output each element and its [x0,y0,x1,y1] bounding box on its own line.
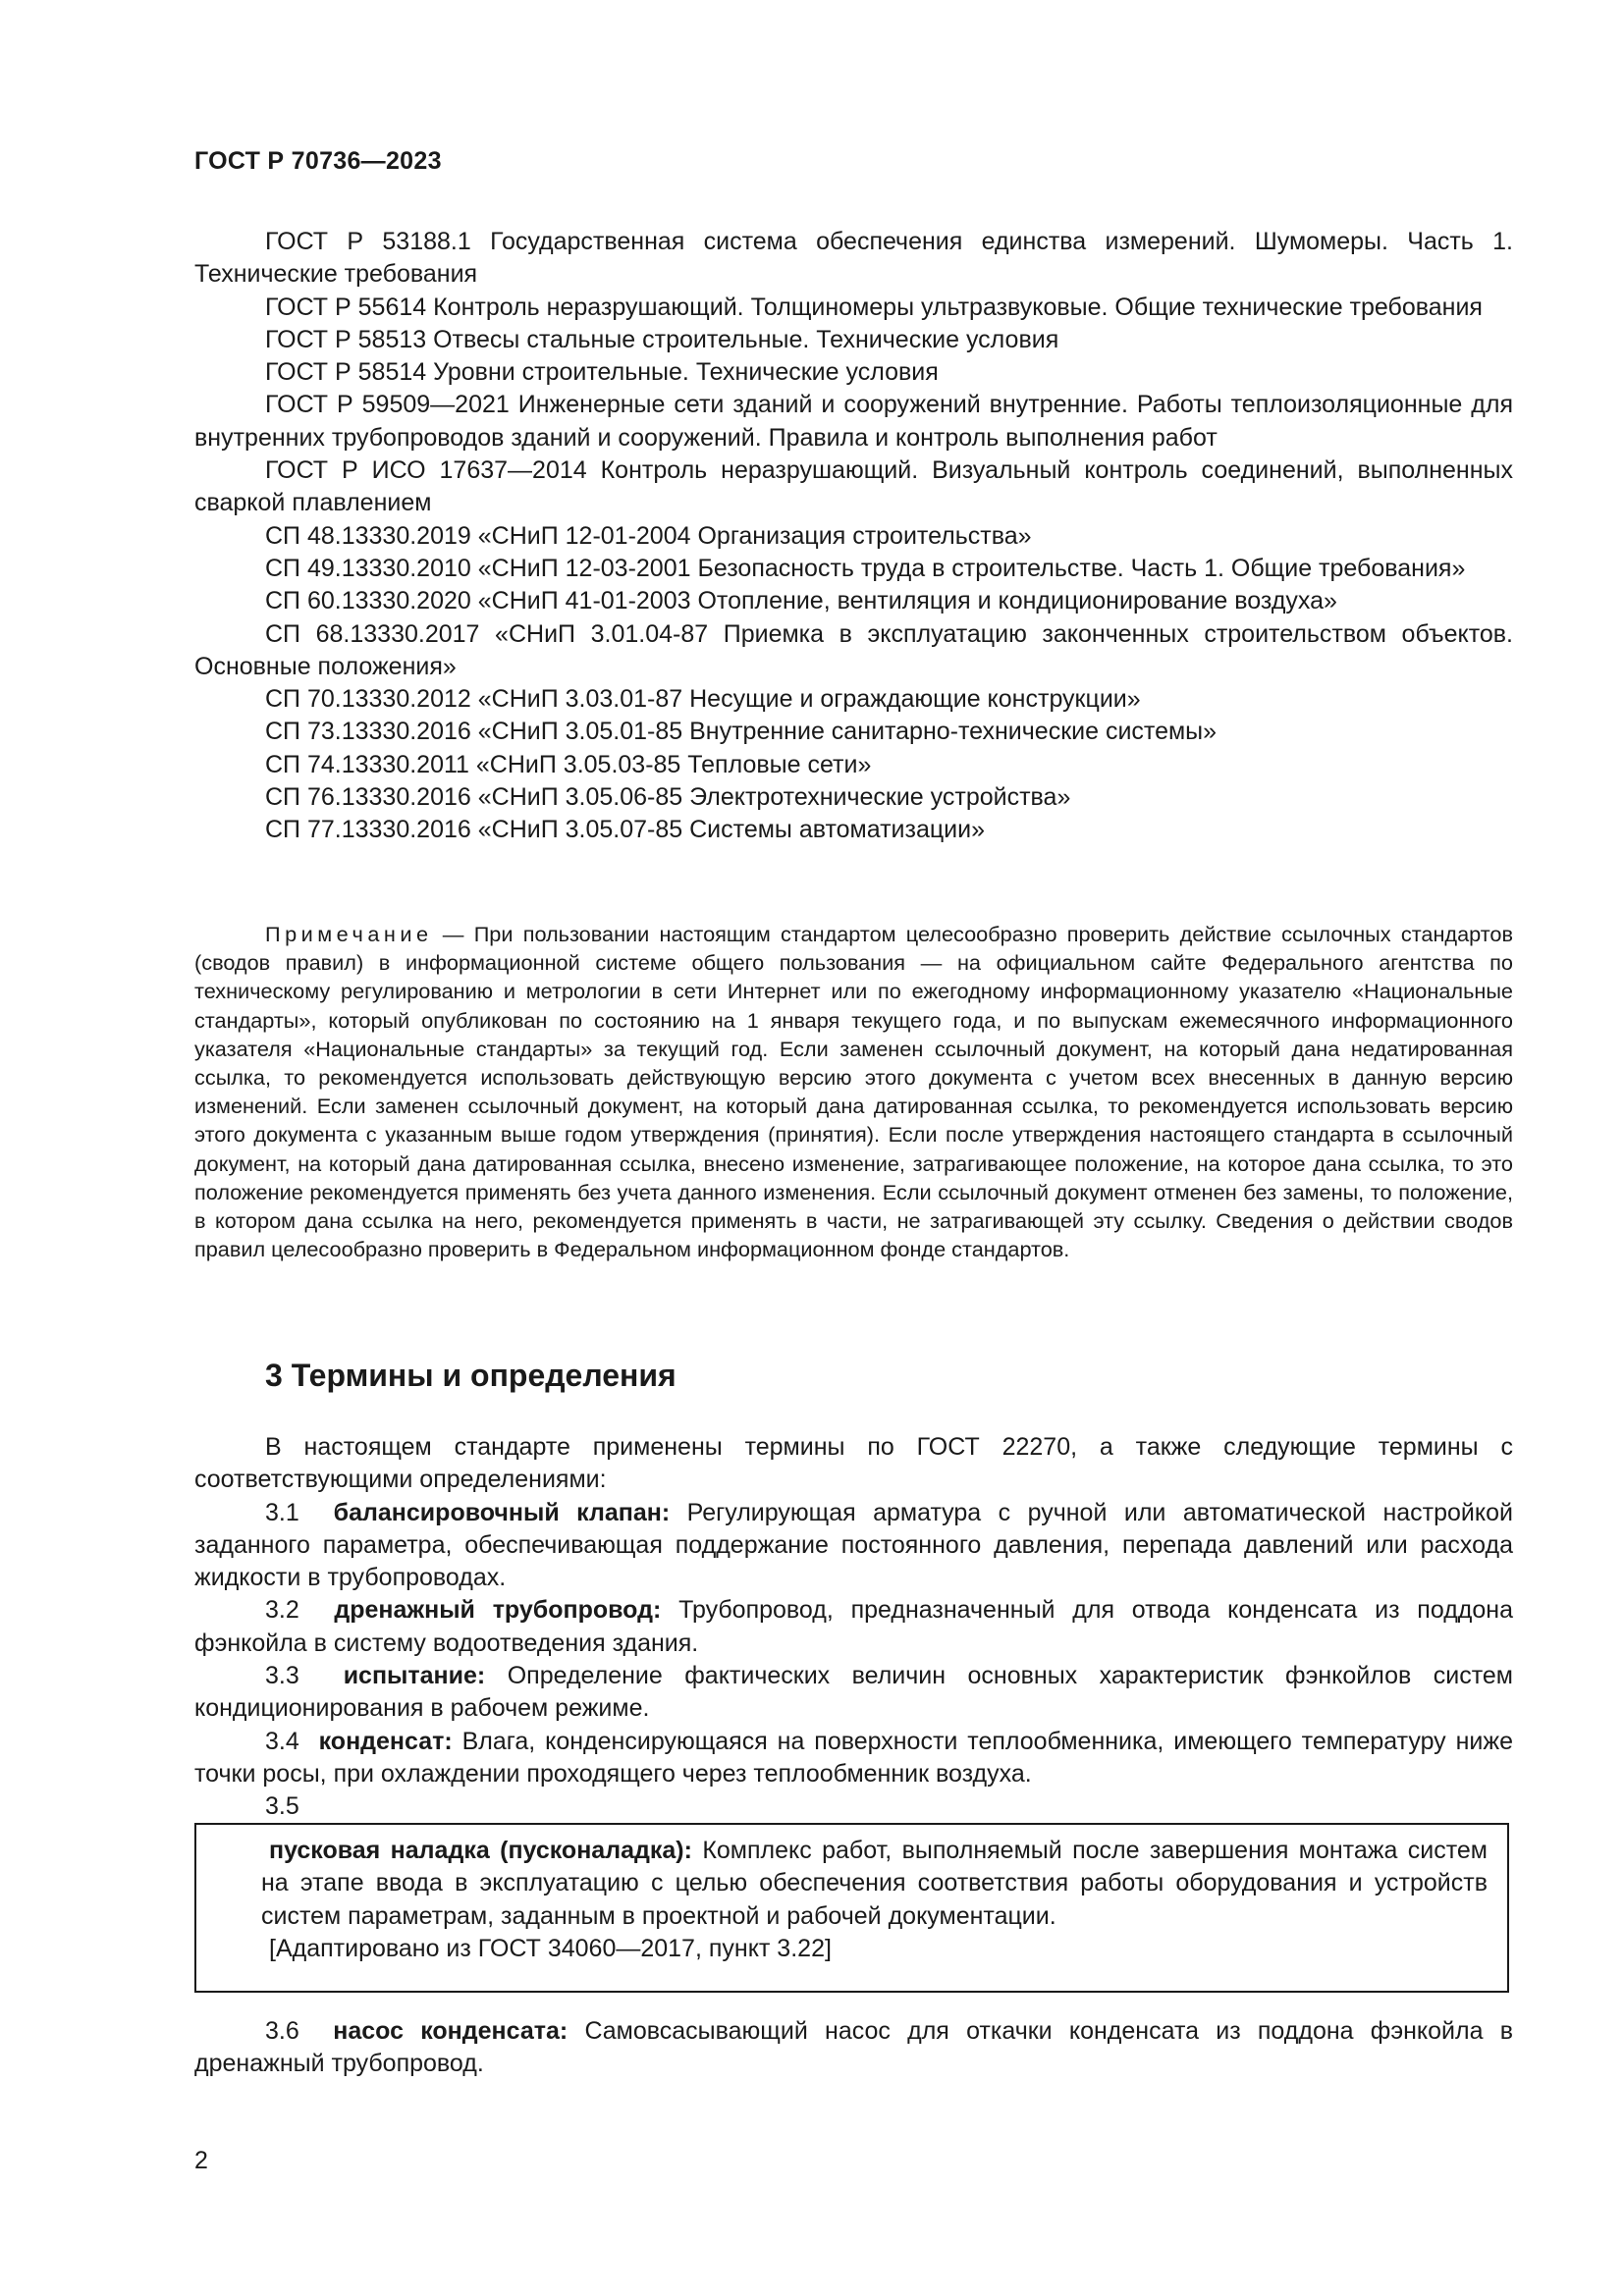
term-number: 3.6 [265,2017,299,2045]
reference-item: ГОСТ Р 58513 Отвесы стальные строительные. Технические условия [265,325,1059,353]
terms-list [194,1431,1513,1824]
term-definition: Комплекс работ, выполняемый после завершения монтажа систем на этапе ввода в эксплуатацию с целью обеспечения соответствия работы оборудования и устройств систем параметрам, заданным в проектной и рабочей документации. [261,1837,1488,1930]
document-header: ГОСТ Р 70736—2023 [194,147,442,175]
normative-references [194,226,1513,847]
term-entry [194,1497,1513,1595]
reference-item: СП 60.13330.2020 «СНиП 41-01-2003 Отопление, вентиляция и кондиционирование воздуха» [265,587,1337,615]
term-number: 3.4 [265,1727,299,1755]
boxed-term [194,1823,1509,1993]
reference-item: СП 76.13330.2016 «СНиП 3.05.06-85 Электротехнические устройства» [265,783,1071,812]
term-entry [194,2015,1513,2081]
term-number: 3.1 [265,1498,299,1526]
term-number: 3.5 [265,1792,299,1821]
reference-item: СП 73.13330.2016 «СНиП 3.05.01-85 Внутренние санитарно-технические системы» [265,718,1218,746]
reference-item: ГОСТ Р 55614 Контроль неразрушающий. Толщиномеры ультразвуковые. Общие технические требования [265,293,1483,321]
reference-item: ГОСТ Р 58514 Уровни строительные. Технические условия [265,358,939,387]
reference-item: СП 49.13330.2010 «СНиП 12-03-2001 Безопасность труда в строительстве. Часть 1. Общие требования» [265,554,1466,582]
term-entry [194,1726,1513,1791]
page-number: 2 [194,2147,208,2174]
reference-item: СП 68.13330.2017 «СНиП 3.01.04-87 Приемка в эксплуатацию законченных строительством объектов. Основные положения» [194,619,1513,680]
note-text: — При пользовании настоящим стандартом целесообразно проверить действие ссылочных стандартов (сводов правил) в информационной системе общего пользования — на официальном сайте Федерального агентства по техническому регулированию и метрологии в сети Интернет или по ежегодному информационному указателю «Национальные стандарты», который опубликован по состоянию на 1 января текущего года, и по выпускам ежемесячного информационного указателя «Национальные стандарты» за текущий год. Если заменен ссылочный документ, на который дана недатированная ссылка, то рекомендуется использовать действующую версию этого документа с учетом всех внесенных в данную версию изменений. Если заменен ссылочный документ, на который дана датированная ссылка, то рекомендуется использовать версию этого документа с указанным выше годом утверждения (принятия). Если после утверждения настоящего стандарта в ссылочный документ, на который дана датированная ссылка, внесено изменение, затрагивающее положение, на которое дана ссылка, то это положение рекомендуется применять без учета данного изменения. Если ссылочный документ отменен без замены, то положение, в котором дана ссылка на него, рекомендуется применять в части, не затрагивающей эту ссылку. Сведения о действии сводов правил целесообразно проверить в Федеральном информационном фонде стандартов. [194,922,1513,1262]
section-title: 3 Термины и определения [265,1358,677,1393]
term-number: 3.3 [265,1662,299,1690]
term-definition: Самовсасывающий насос для откачки конденсата из поддона фэнкойла в дренажный трубопровод. [194,2017,1513,2078]
term-number: 3.2 [265,1596,299,1625]
reference-item: ГОСТ Р 59509—2021 Инженерные сети зданий и сооружений внутренние. Работы теплоизоляционные для внутренних трубопроводов зданий и сооружений. Правила и контроль выполнения работ [194,391,1513,452]
reference-item: ГОСТ Р ИСО 17637—2014 Контроль неразрушающий. Визуальный контроль соединений, выполненных сваркой плавлением [194,456,1513,517]
term-name: конденсат: [318,1727,453,1755]
section-intro: В настоящем стандарте применены термины по ГОСТ 22270, а также следующие термины с соответствующими определениями: [194,1433,1513,1494]
term-name: пусковая наладка (пусконаладка): [269,1837,692,1864]
references-note [194,920,1513,1263]
term-name: дренажный трубопровод: [334,1596,662,1625]
term-entry [194,1660,1513,1726]
term-name: насос конденсата: [333,2017,568,2045]
reference-item: СП 74.13330.2011 «СНиП 3.05.03-85 Тепловые сети» [265,750,872,778]
reference-item: СП 77.13330.2016 «СНиП 3.05.07-85 Системы автоматизации» [265,816,986,844]
term-definition: Регулирующая арматура с ручной или автоматической настройкой заданного параметра, обеспечивающая поддержание постоянного давления, перепада давлений или расхода жидкости в трубопроводах. [194,1498,1513,1592]
term-name: испытание: [343,1662,486,1690]
term-name: балансировочный клапан: [333,1498,671,1526]
term-definition: Определение фактических величин основных характеристик фэнкойлов систем кондиционирования в рабочем режиме. [194,1662,1513,1723]
reference-item: СП 48.13330.2019 «СНиП 12-01-2004 Организация строительства» [265,521,1032,550]
term-entry [261,1835,1488,1933]
term-definition: Трубопровод, предназначенный для отвода конденсата из поддона фэнкойла в систему водоотведения здания. [194,1596,1513,1657]
term-source: [Адаптировано из ГОСТ 34060—2017, пункт 3.22] [269,1934,832,1962]
term-definition: Влага, конденсирующаяся на поверхности теплообменника, имеющего температуру ниже точки росы, при охлаждении проходящего через теплообменник воздуха. [194,1727,1513,1788]
term-entry [194,1594,1513,1660]
reference-item: ГОСТ Р 53188.1 Государственная система обеспечения единства измерений. Шумомеры. Часть 1. Технические требования [194,228,1513,289]
reference-item: СП 70.13330.2012 «СНиП 3.03.01-87 Несущие и ограждающие конструкции» [265,685,1141,714]
terms-list-continued [194,2015,1513,2081]
note-label: Примечание [265,922,433,946]
